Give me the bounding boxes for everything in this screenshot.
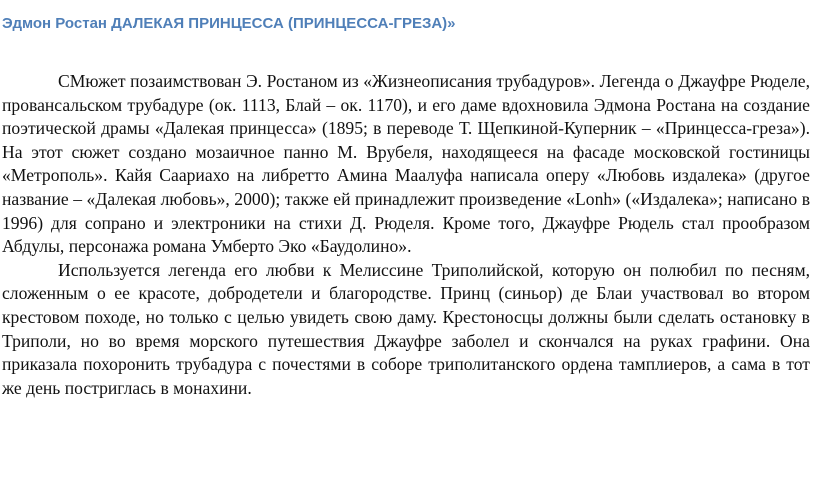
paragraph-legend: Используется легенда его любви к Мелиссине Триполийской, которую он полюбил по песням, сложенным о ее красоте, добродетели и благородстве. Принц (синьор) де Блаи участвовал во втором крестовом походе, но только с целью увидеть свою даму. Крестоносцы должны были сделать остановку в Триполи, но во время морского путешествия Джауфре заболел и скончался на руках графини. Она приказала похоронить трубадура с почестями в соборе триполитанского ордена тамплиеров, а сама в тот же день постриглась в монахини. xyxy=(2,259,810,398)
paragraph-plot-source: СМюжет позаимствован Э. Ростаном из «Жизнеописания трубадуров». Легенда о Джауфре Рюделе, провансальском трубадуре (ок. 1113, Блай – ок. 1170), и его даме вдохновила Эдмона Ростана на создание поэтической драмы «Далекая принцесса» (1895; в переводе Т. Щепкиной-Куперник – «Принцесса-греза»). На этот сюжет создано мозаичное панно М. Врубеля, находящееся на фасаде московской гостиницы «Метрополь». Кайя Саариахо на либретто Амина Маалуфа написала оперу «Любовь издалека» (другое название – «Далекая любовь», 2000); также ей принадлежит произведение «Lonh» («Издалека»; написано в 1996) для сопрано и электроники на стихи Д. Рюделя. Кроме того, Джауфре Рюдель стал прообразом Абдулы, персонажа романа Умберто Эко «Баудолино». xyxy=(2,71,810,257)
document-heading: Эдмон Ростан ДАЛЕКАЯ ПРИНЦЕССА (ПРИНЦЕССА-ГРЕЗА)» xyxy=(2,15,456,32)
